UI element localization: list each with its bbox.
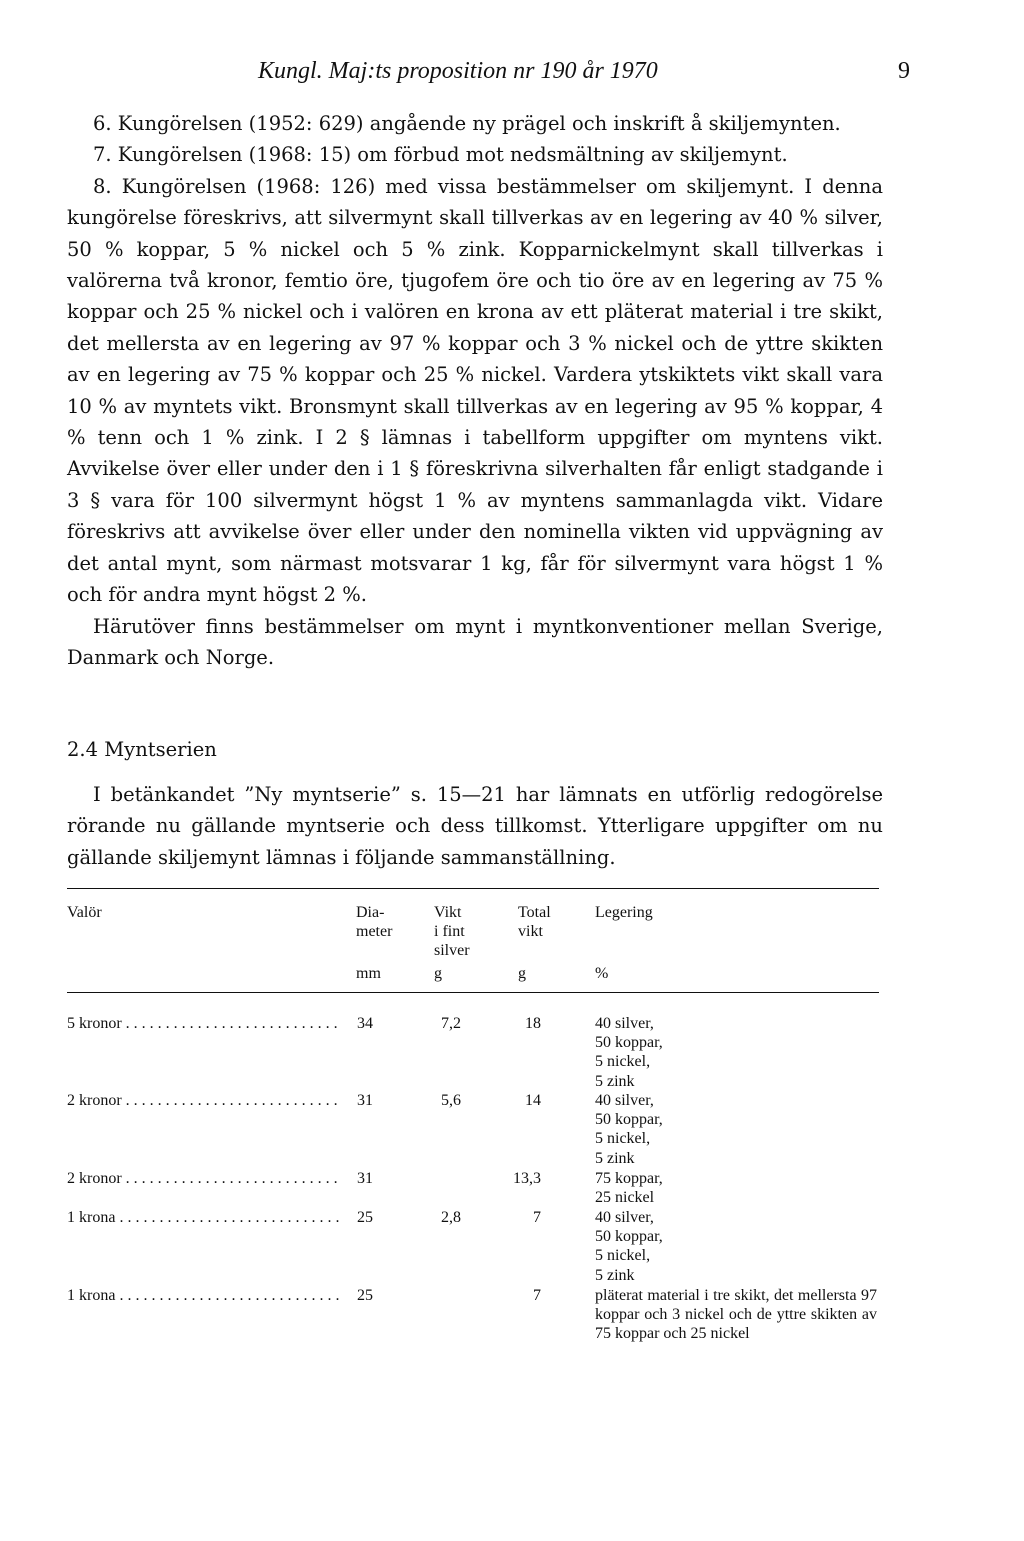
paragraph-item-7: 7. Kungörelsen (1968: 15) om förbud mot nedsmältning av skiljemynt.	[93, 143, 788, 167]
cell-total: 13,3	[513, 1170, 541, 1187]
cell-diameter: 31	[357, 1170, 373, 1187]
cell-legering: 75 koppar, 25 nickel	[595, 1170, 663, 1207]
cell-total: 7	[533, 1209, 541, 1226]
cell-diameter: 31	[357, 1092, 373, 1109]
header-total-vikt: Total vikt	[518, 904, 551, 941]
header-title: Kungl. Maj:ts proposition nr 190 år 1970	[258, 58, 658, 84]
page-number: 9	[898, 58, 910, 84]
unit-legering: %	[595, 965, 609, 982]
cell-valor: 1 krona . . .	[67, 1286, 339, 1305]
cell-vikt-fint: 2,8	[441, 1209, 461, 1226]
cell-total: 7	[533, 1287, 541, 1304]
cell-valor: 2 kronor . . .	[67, 1169, 339, 1188]
cell-total: 14	[525, 1092, 541, 1109]
cell-valor: 2 kronor . . .	[67, 1091, 339, 1110]
header-legering: Legering	[595, 904, 653, 921]
section-text	[67, 779, 883, 873]
header-valor: Valör	[67, 904, 102, 921]
table-body	[67, 1014, 879, 1374]
table-top-rule	[67, 888, 879, 889]
table-header	[67, 903, 879, 985]
cell-vikt-fint: 5,6	[441, 1092, 461, 1109]
section-paragraph: I betänkandet ”Ny myntserie” s. 15—21 har lämnats en utförlig redogörelse rörande nu gällande myntserie och dess tillkomst. Ytterligare uppgifter om nu gällande skiljemynt lämnas i följande sammanställning.	[67, 783, 883, 869]
paragraph-item-6: 6. Kungörelsen (1952: 629) angående ny prägel och inskrift å skiljemynten.	[93, 112, 841, 135]
paragraph-item-8: 8. Kungörelsen (1968: 126) med vissa bestämmelser om skiljemynt. I denna kungörelse föreskrivs, att silvermynt skall tillverkas av en legering av 40 % silver, 50 % koppar, 5 % nickel och 5 % zink. Kopparnickelmynt skall tillverkas i valörerna två kronor, femtio öre, tjugofem öre och tio öre av en legering av 75 % koppar och 25 % nickel och i valören en krona av ett pläterat material i tre skikt, det mellersta av en legering av 97 % koppar och 3 % nickel och de yttre skikten av en legering av 75 % koppar och 25 % nickel. Vardera ytskiktets vikt skall vara 10 % av myntets vikt. Bronsmynt skall tillverkas av en legering av 95 % koppar, 4 % tenn och 1 % zink. I 2 § lämnas i tabellform uppgifter om myntens vikt. Avvikelse över eller under den i 1 § föreskrivna silverhalten får enligt stadgande i 3 § vara för 100 silvermynt högst 1 % av myntens sammanlagda vikt. Vidare föreskrivs att avvikelse över eller under den nominella vikten vid uppvägning av det antal mynt, som närmast motsvarar 1 kg, får för silvermynt vara högst 1 % och för andra mynt högst 2 %.	[67, 174, 883, 607]
cell-diameter: 25	[357, 1209, 373, 1226]
unit-vikt-fint: g	[434, 965, 442, 982]
cell-vikt-fint: 7,2	[441, 1015, 461, 1032]
cell-total: 18	[525, 1015, 541, 1032]
cell-legering: 40 silver, 50 koppar, 5 nickel, 5 zink	[595, 1092, 663, 1167]
table-header-rule	[67, 992, 879, 993]
unit-diameter: mm	[356, 965, 381, 982]
cell-diameter: 34	[357, 1015, 373, 1032]
paragraph-additional: Härutöver finns bestämmelser om mynt i myntkonventioner mellan Sverige, Danmark och Norge.	[67, 614, 883, 669]
section-heading: 2.4 Myntserien	[67, 738, 217, 761]
header-vikt-fint: Vikt i fint silver	[434, 904, 470, 960]
running-header	[258, 58, 910, 85]
cell-valor: 1 krona . . .	[67, 1208, 339, 1227]
body-text	[67, 108, 883, 673]
cell-legering: 40 silver, 50 koppar, 5 nickel, 5 zink	[595, 1209, 663, 1284]
cell-valor: 5 kronor . . .	[67, 1014, 339, 1033]
cell-legering: 40 silver, 50 koppar, 5 nickel, 5 zink	[595, 1015, 663, 1090]
cell-diameter: 25	[357, 1287, 373, 1304]
unit-total: g	[518, 965, 526, 982]
header-diameter: Dia- meter	[356, 904, 393, 941]
cell-legering: pläterat material i tre skikt, det mellersta 97 koppar och 3 nickel och de yttre skikten av 75 koppar och 25 nickel	[595, 1287, 877, 1343]
